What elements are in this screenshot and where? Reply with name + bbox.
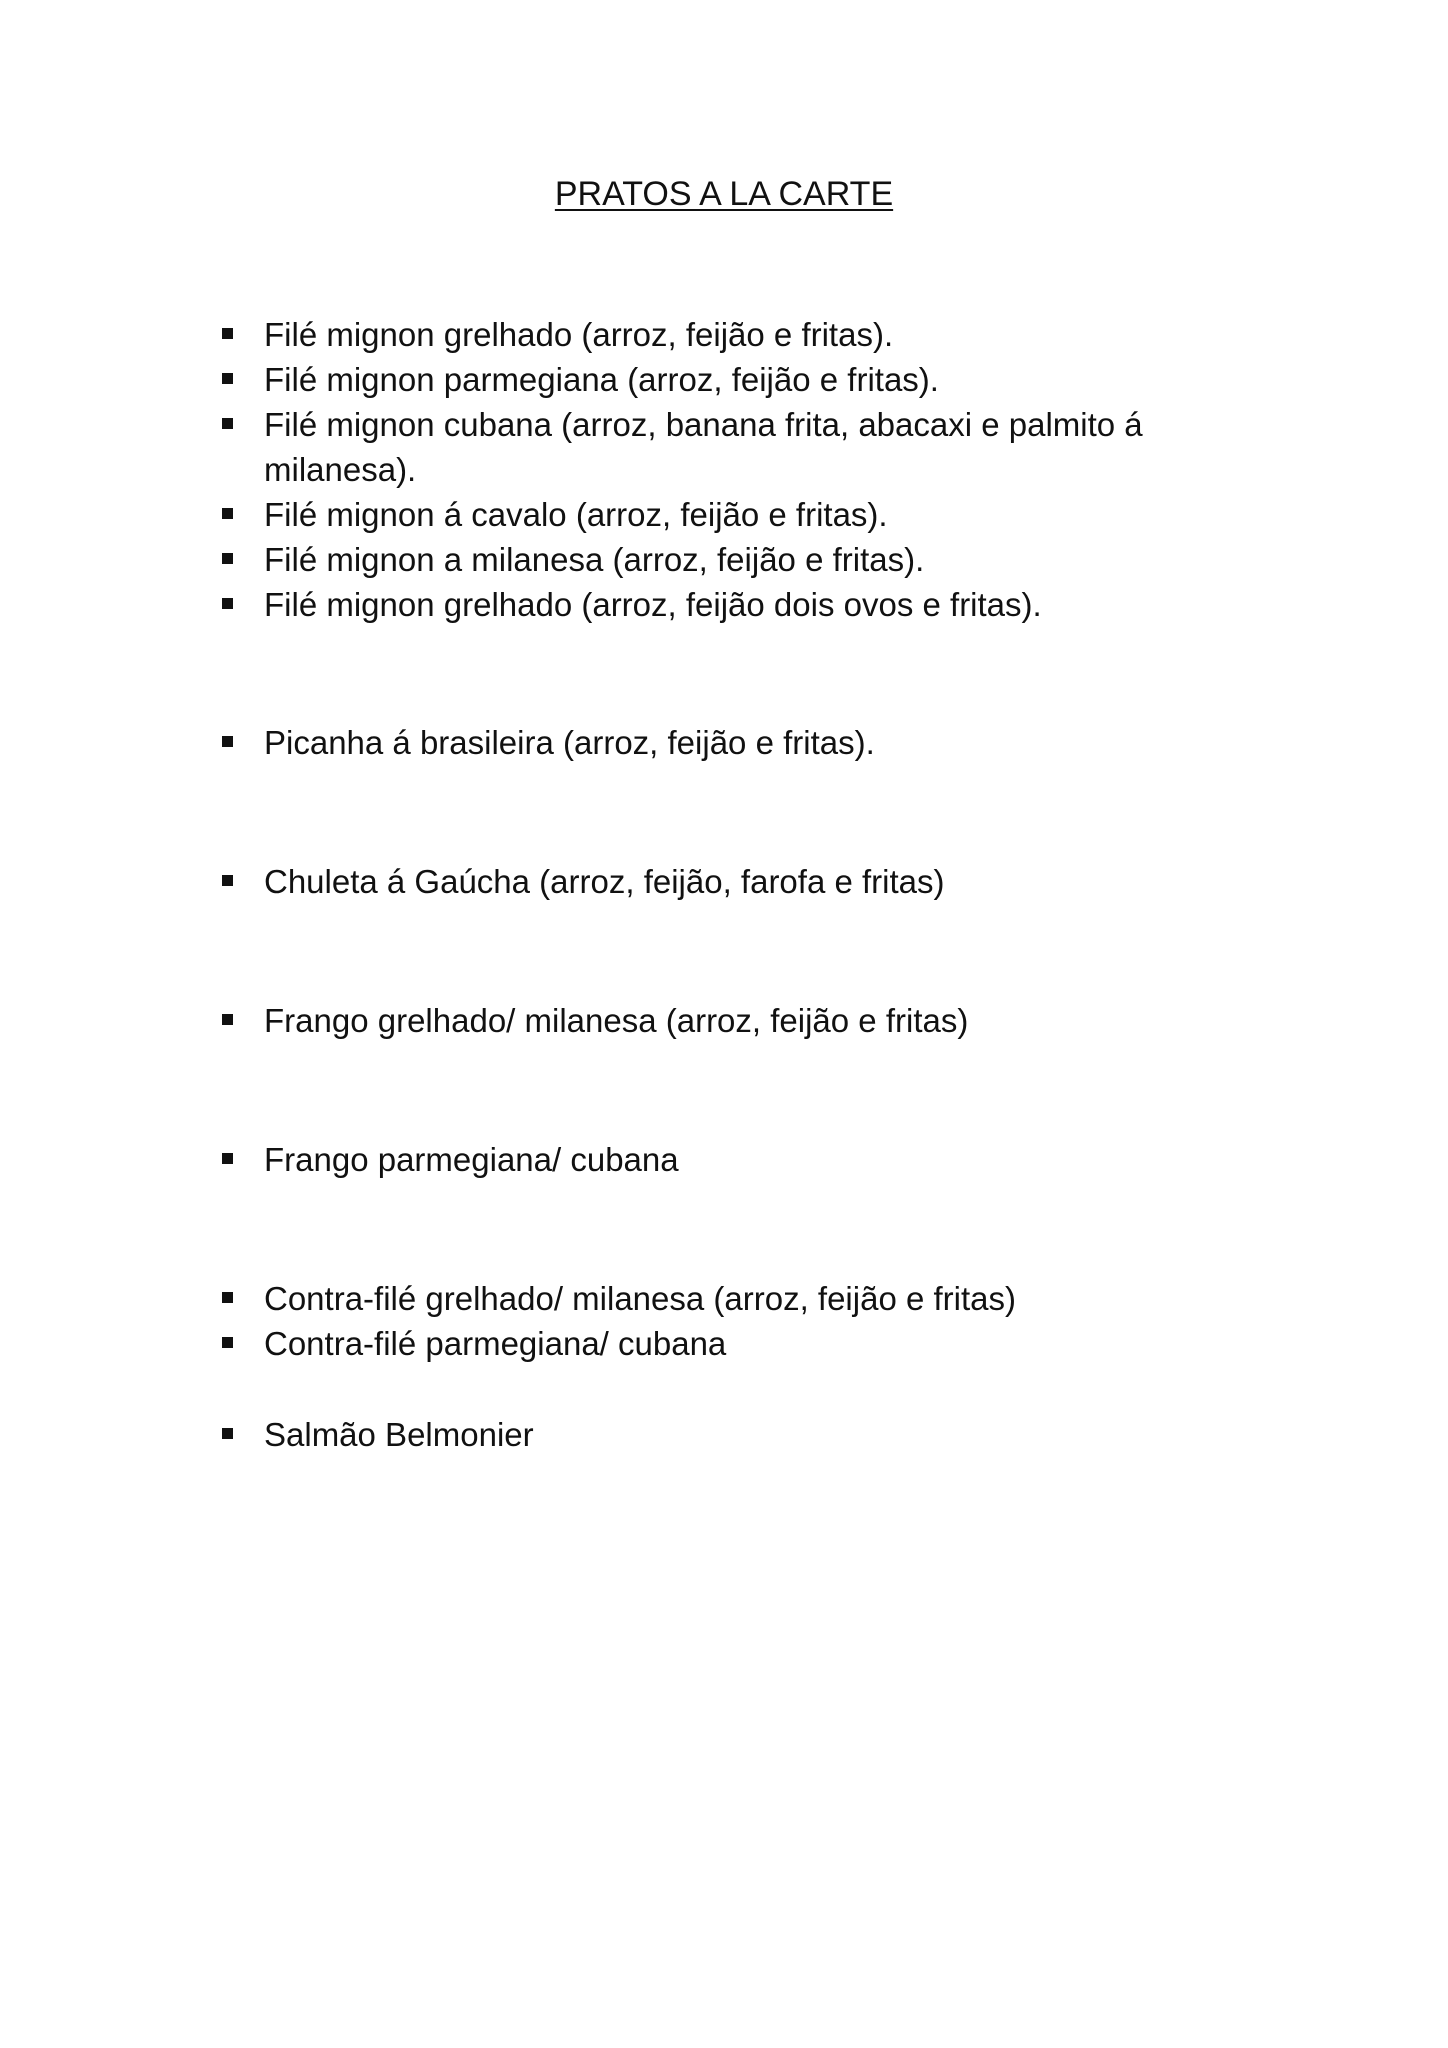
- list-item-text: Frango parmegiana/ cubana: [264, 1141, 679, 1178]
- list-item-text: Filé mignon parmegiana (arroz, feijão e fritas).: [264, 361, 939, 398]
- bullet-square-icon: [222, 373, 233, 384]
- list-item-text: Filé mignon grelhado (arroz, feijão e fritas).: [264, 316, 894, 353]
- list-item-text: Chuleta á Gaúcha (arroz, feijão, farofa e fritas): [264, 863, 945, 900]
- list-item-text: Salmão Belmonier: [264, 1416, 534, 1453]
- page-title: PRATOS A LA CARTE: [554, 175, 894, 213]
- bullet-square-icon: [222, 875, 233, 886]
- bullet-square-icon: [222, 1153, 233, 1164]
- bullet-square-icon: [222, 418, 233, 429]
- list-item-text: Filé mignon cubana (arroz, banana frita, abacaxi e palmito á milanesa).: [264, 406, 1143, 488]
- bullet-square-icon: [222, 508, 233, 519]
- list-item-text: Contra-filé grelhado/ milanesa (arroz, feijão e fritas): [264, 1280, 1016, 1317]
- bullet-square-icon: [222, 736, 233, 747]
- list-item-text: Frango grelhado/ milanesa (arroz, feijão e fritas): [264, 1002, 969, 1039]
- bullet-square-icon: [222, 553, 233, 564]
- list-item-text: Filé mignon a milanesa (arroz, feijão e fritas).: [264, 541, 925, 578]
- bullet-square-icon: [222, 1428, 233, 1439]
- list-item-text: Contra-filé parmegiana/ cubana: [264, 1325, 727, 1362]
- bullet-square-icon: [222, 1014, 233, 1025]
- bullet-square-icon: [222, 598, 233, 609]
- bullet-square-icon: [222, 1337, 233, 1348]
- list-item-text: Picanha á brasileira (arroz, feijão e fritas).: [264, 724, 875, 761]
- list-item-text: Filé mignon grelhado (arroz, feijão dois ovos e fritas).: [264, 586, 1042, 623]
- bullet-square-icon: [222, 328, 233, 339]
- list-item-text: Filé mignon á cavalo (arroz, feijão e fritas).: [264, 496, 888, 533]
- bullet-square-icon: [222, 1292, 233, 1303]
